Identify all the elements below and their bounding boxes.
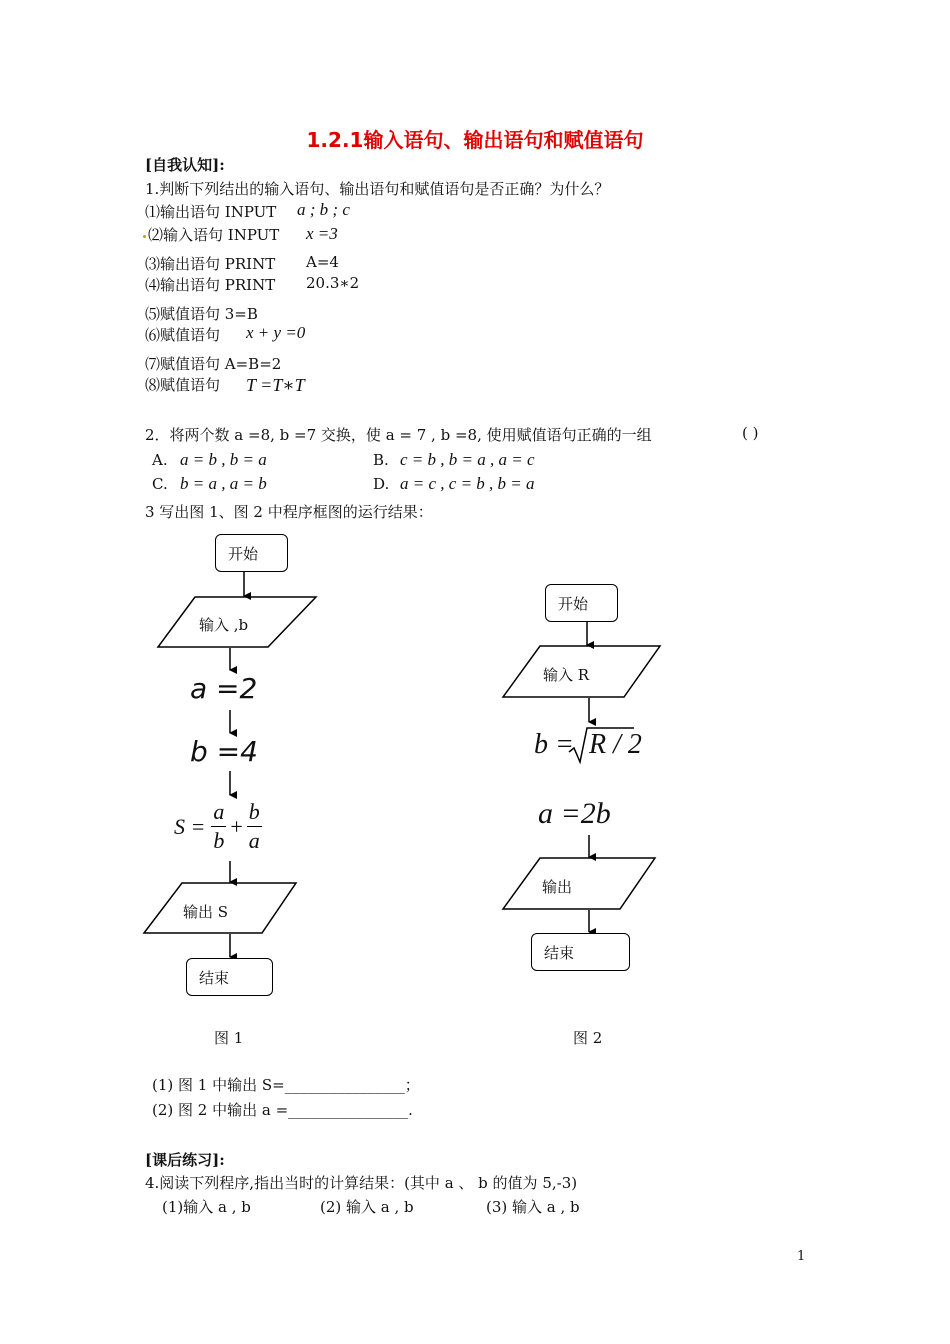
q2-option-b-text: c = b , b = a , a = c [400, 450, 535, 469]
fig1-output-label: 输出 S [183, 903, 229, 921]
q1-item-2-label: ⑵输入语句 INPUT [148, 226, 280, 244]
q2-option-d-key: D. [373, 475, 390, 493]
fig1-step-s [174, 798, 262, 855]
q4-item-1: (1)输入 a , b [162, 1198, 251, 1216]
q2-option-a-key: A. [152, 451, 168, 469]
page-number: 1 [797, 1249, 806, 1264]
plus-sign: + [230, 813, 243, 839]
q1-item-1-expr: a ; b ; c [297, 200, 350, 219]
q1-item-6-expr: x + y =0 [246, 323, 306, 342]
fig2-output-shape [503, 858, 655, 909]
q1-item-5-label: ⑸赋值语句 3=B [145, 305, 258, 323]
page-title: 1.2.1输入语句、输出语句和赋值语句 [306, 128, 644, 152]
section-heading-practice: [课后练习]: [145, 1151, 225, 1169]
fig2-step-a: a =2b [538, 797, 611, 830]
fraction-numerator: b [247, 798, 262, 827]
q1-item-1-label: ⑴输出语句 INPUT [145, 203, 277, 221]
q4-item-2: (2) 输入 a , b [320, 1198, 414, 1216]
q3-answer-2: (2) 图 2 中输出 a =________________. [152, 1101, 413, 1119]
fig1-step-s-lhs: S = [174, 813, 206, 839]
q4-item-3: (3) 输入 a , b [486, 1198, 580, 1216]
fig1-start-label: 开始 [228, 544, 259, 563]
q2-option-c-text: b = a , a = b [180, 474, 267, 493]
fraction-b-over-a [247, 798, 262, 855]
fig2-end-box [531, 933, 630, 971]
q2-option-c-key: C. [152, 475, 168, 493]
fig2-caption: 图 2 [573, 1029, 603, 1047]
q2-option-a-text: a = b , b = a [180, 450, 267, 469]
fig1-caption: 图 1 [214, 1029, 244, 1047]
fig2-output-label: 输出 [542, 878, 573, 896]
fig1-step-b: b =4 [190, 735, 258, 768]
fig2-start-box [545, 584, 618, 622]
question-1-prompt: 1.判断下列结出的输入语句、输出语句和赋值语句是否正确？为什么？ [145, 180, 610, 198]
fraction-a-over-b [211, 798, 226, 855]
fig1-end-box [186, 958, 273, 996]
q1-item-8-expr: T =T∗T [246, 375, 305, 395]
q1-item-4-expr: 20.3∗2 [306, 274, 360, 292]
question-3-prompt: 3 写出图 1、图 2 中程序框图的运行结果： [145, 503, 433, 521]
answer-paren: ( ) [742, 424, 759, 442]
fig2-input-label: 输入 R [543, 666, 590, 684]
q1-item-6-label: ⑹赋值语句 [145, 326, 221, 344]
fig2-start-label: 开始 [558, 594, 589, 613]
q1-item-2-expr: x =3 [306, 224, 338, 243]
fig1-input-label: 输入 ,b [199, 616, 249, 634]
q3-answer-1: (1) 图 1 中输出 S=________________； [152, 1076, 420, 1094]
fig2-step-b-lhs: b = [534, 729, 574, 760]
q1-item-3-label: ⑶输出语句 PRINT [145, 255, 276, 273]
fraction-denominator: a [248, 828, 260, 853]
q2-option-d-text: a = c , c = b , b = a [400, 474, 535, 493]
question-2-prompt: 2．将两个数 a =8, b =7 交换，使 a = 7 , b =8, 使用赋值语句正确的一组 [145, 426, 652, 444]
fig1-end-label: 结束 [199, 968, 230, 987]
q1-item-3-expr: A=4 [306, 253, 339, 271]
fraction-numerator: a [211, 798, 226, 827]
q1-item-8-label: ⑻赋值语句 [145, 376, 221, 394]
fig1-start-box [215, 534, 288, 572]
fraction-denominator: b [213, 828, 225, 853]
question-4-prompt: 4.阅读下列程序,指出当时的计算结果：(其中 a 、 b 的值为 5,-3) [145, 1174, 578, 1192]
q1-item-4-label: ⑷输出语句 PRINT [145, 276, 276, 294]
fig1-step-a: a =2 [190, 672, 258, 705]
q1-item-7-label: ⑺赋值语句 A=B=2 [145, 355, 282, 373]
fig2-end-label: 结束 [544, 943, 575, 962]
section-heading-self-check: [自我认知]: [145, 156, 225, 174]
fig2-step-b-radicand: R / 2 [589, 729, 642, 760]
q2-option-b-key: B. [373, 451, 389, 469]
